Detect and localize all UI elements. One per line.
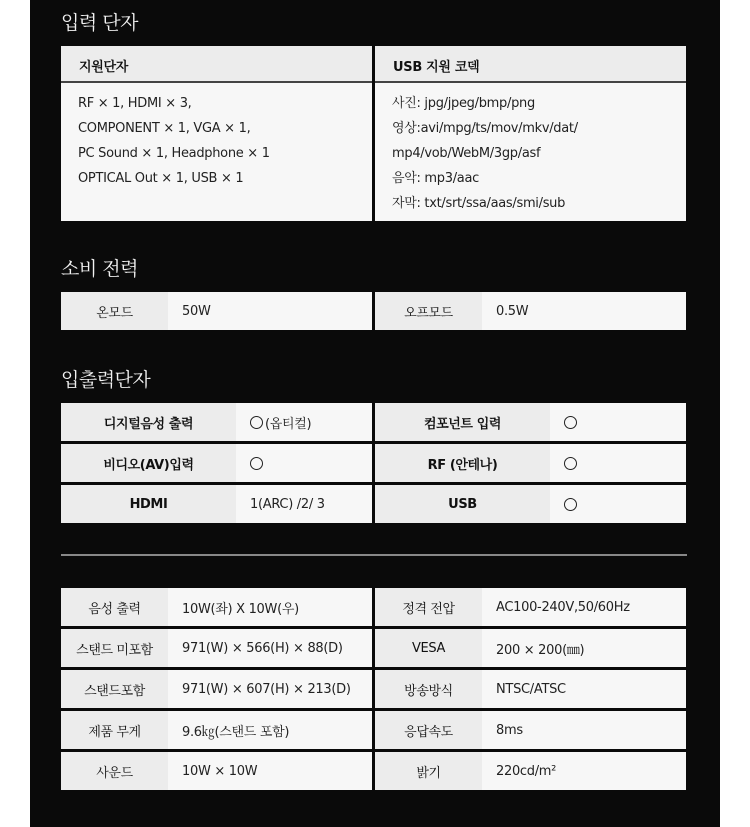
- spec-label: 밝기: [375, 752, 482, 790]
- spec-label: 제품 무게: [61, 711, 168, 749]
- list-item: 영상:avi/mpg/ts/mov/mkv/dat/: [392, 121, 578, 136]
- circle-icon: [564, 416, 577, 429]
- spec-row: [375, 670, 686, 708]
- power-on-value: 50W: [182, 303, 211, 319]
- list-item: 사진: jpg/jpeg/bmp/png: [392, 96, 535, 111]
- spec-value: 971(W) × 566(H) × 88(D): [182, 640, 343, 656]
- spec-label: 스탠드 미포함: [61, 629, 168, 667]
- io-label: 비디오(AV)입력: [61, 444, 236, 482]
- supported-terminals-box: [61, 46, 372, 221]
- circle-icon: [250, 457, 263, 470]
- spec-row: [61, 588, 372, 626]
- io-value: [236, 444, 265, 482]
- spec-value: NTSC/ATSC: [496, 681, 566, 697]
- spec-row: [61, 752, 372, 790]
- section-divider: [61, 554, 687, 556]
- usb-codec-list: [375, 83, 686, 216]
- io-row: [61, 485, 372, 523]
- usb-codec-box: [375, 46, 686, 221]
- circle-icon: [564, 498, 577, 511]
- spec-row: [61, 711, 372, 749]
- spec-value: 971(W) × 607(H) × 213(D): [182, 681, 351, 697]
- list-item: PC Sound × 1, Headphone × 1: [78, 146, 270, 161]
- io-value: [550, 444, 579, 482]
- list-item: 음악: mp3/aac: [392, 171, 479, 186]
- section-title-io: 입출력단자: [61, 369, 151, 391]
- spec-label: 방송방식: [375, 670, 482, 708]
- spec-row: [61, 670, 372, 708]
- list-item: mp4/vob/WebM/3gp/asf: [392, 146, 541, 161]
- spec-row: [61, 629, 372, 667]
- io-value: [550, 485, 579, 523]
- spec-value: 8ms: [496, 722, 523, 738]
- io-value: [236, 403, 311, 441]
- spec-label: VESA: [375, 629, 482, 667]
- spec-value: 200 × 200(㎜): [496, 642, 585, 658]
- circle-icon: [564, 457, 577, 470]
- power-off-label: 오프모드: [375, 292, 482, 330]
- spec-panel: [30, 0, 720, 827]
- section-title-power: 소비 전력: [61, 258, 138, 280]
- io-label: 디지털음성 출력: [61, 403, 236, 441]
- io-value-text: (옵티컬): [265, 416, 312, 432]
- list-item: RF × 1, HDMI × 3,: [78, 96, 192, 111]
- spec-row: [375, 588, 686, 626]
- usb-codec-header: USB 지원 코덱: [375, 46, 686, 83]
- spec-label: 응답속도: [375, 711, 482, 749]
- power-row-off: [375, 292, 686, 330]
- spec-label: 스탠드포함: [61, 670, 168, 708]
- supported-terminals-list: [61, 83, 372, 191]
- io-label: USB: [375, 485, 550, 523]
- spec-value: 10W(좌) X 10W(우): [182, 601, 299, 617]
- power-off-value: 0.5W: [496, 303, 529, 319]
- section-title-input-terminals: 입력 단자: [61, 12, 138, 34]
- list-item: COMPONENT × 1, VGA × 1,: [78, 121, 251, 136]
- spec-value: 220cd/m²: [496, 763, 557, 779]
- spec-row: [375, 711, 686, 749]
- spec-label: 사운드: [61, 752, 168, 790]
- io-value: [550, 403, 579, 441]
- io-value: 1(ARC) /2/ 3: [250, 496, 325, 512]
- list-item: OPTICAL Out × 1, USB × 1: [78, 171, 244, 186]
- io-row: [375, 403, 686, 441]
- spec-value: 9.6㎏(스탠드 포함): [182, 724, 290, 740]
- io-label: RF (안테나): [375, 444, 550, 482]
- spec-row: [375, 752, 686, 790]
- list-item: 자막: txt/srt/ssa/aas/smi/sub: [392, 196, 566, 211]
- supported-terminals-header: 지원단자: [61, 46, 372, 83]
- power-row-on: [61, 292, 372, 330]
- spec-row: [375, 629, 686, 667]
- io-row: [61, 403, 372, 441]
- io-row: [61, 444, 372, 482]
- io-row: [375, 485, 686, 523]
- spec-value: AC100-240V,50/60Hz: [496, 599, 630, 615]
- spec-label: 정격 전압: [375, 588, 482, 626]
- io-label: 컴포넌트 입력: [375, 403, 550, 441]
- power-on-label: 온모드: [61, 292, 168, 330]
- io-label: HDMI: [61, 485, 236, 523]
- circle-icon: [250, 416, 263, 429]
- spec-value: 10W × 10W: [182, 763, 258, 779]
- spec-label: 음성 출력: [61, 588, 168, 626]
- io-row: [375, 444, 686, 482]
